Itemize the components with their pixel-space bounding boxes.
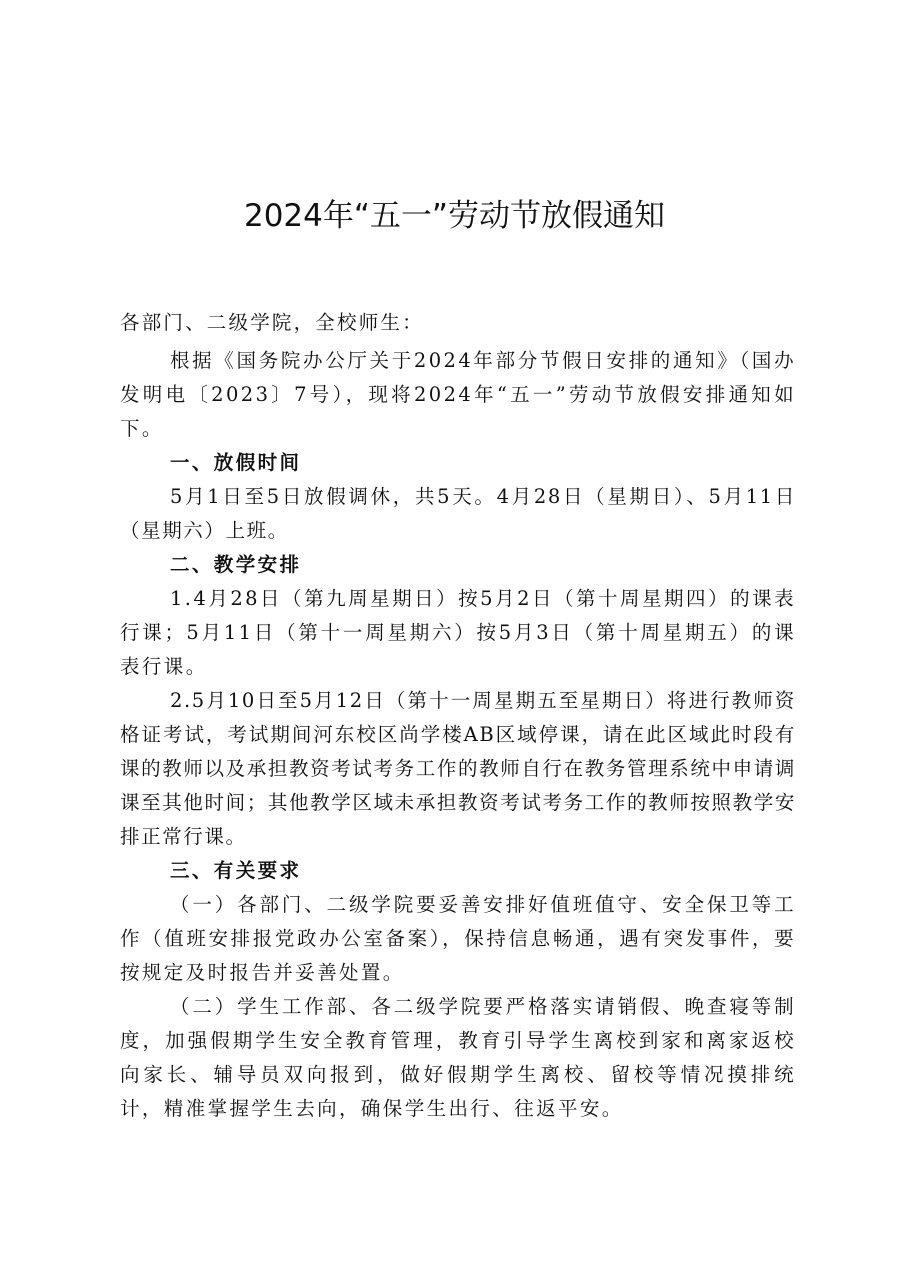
requirements-item-1: （一）各部门、二级学院要妥善安排好值班值守、安全保卫等工作（值班安排报党政办公室备案），保持信息畅通，遇有突发事件，要按规定及时报告并妥善处置。	[120, 893, 796, 984]
document-body	[120, 306, 796, 1126]
teaching-item-1: 1.4月28日（第九周星期日）按5月2日（第十周星期四）的课表行课；5月11日（第十一周星期六）按5月3日（第十周星期五）的课表行课。	[120, 587, 796, 678]
section-heading-teaching: 二、教学安排	[170, 553, 302, 576]
salutation: 各部门、二级学院，全校师生：	[120, 311, 424, 334]
document-title: 2024年“五一”劳动节放假通知	[243, 198, 665, 234]
intro-paragraph: 根据《国务院办公厅关于2024年部分节假日安排的通知》（国办发明电〔2023〕7号），现将2024年“五一”劳动节放假安排通知如下。	[120, 349, 796, 440]
section-heading-requirements: 三、有关要求	[170, 859, 302, 882]
requirements-item-2: （二）学生工作部、各二级学院要严格落实请销假、晚查寝等制度，加强假期学生安全教育管理，教育引导学生离校到家和离家返校向家长、辅导员双向报到，做好假期学生离校、留校等情况摸排统计，精准掌握学生去向，确保学生出行、往返平安。	[120, 995, 796, 1120]
holiday-time-paragraph: 5月1日至5日放假调休，共5天。4月28日（星期日）、5月11日（星期六）上班。	[120, 485, 796, 542]
teaching-item-2: 2.5月10日至5月12日（第十一周星期五至星期日）将进行教师资格证考试，考试期间河东校区尚学楼AB区域停课，请在此区域此时段有课的教师以及承担教资考试考务工作的教师自行在教务管理系统中申请调课至其他时间；其他教学区域未承担教资考试考务工作的教师按照教学安排正常行课。	[120, 689, 796, 848]
section-heading-holiday-time: 一、放假时间	[170, 451, 302, 474]
